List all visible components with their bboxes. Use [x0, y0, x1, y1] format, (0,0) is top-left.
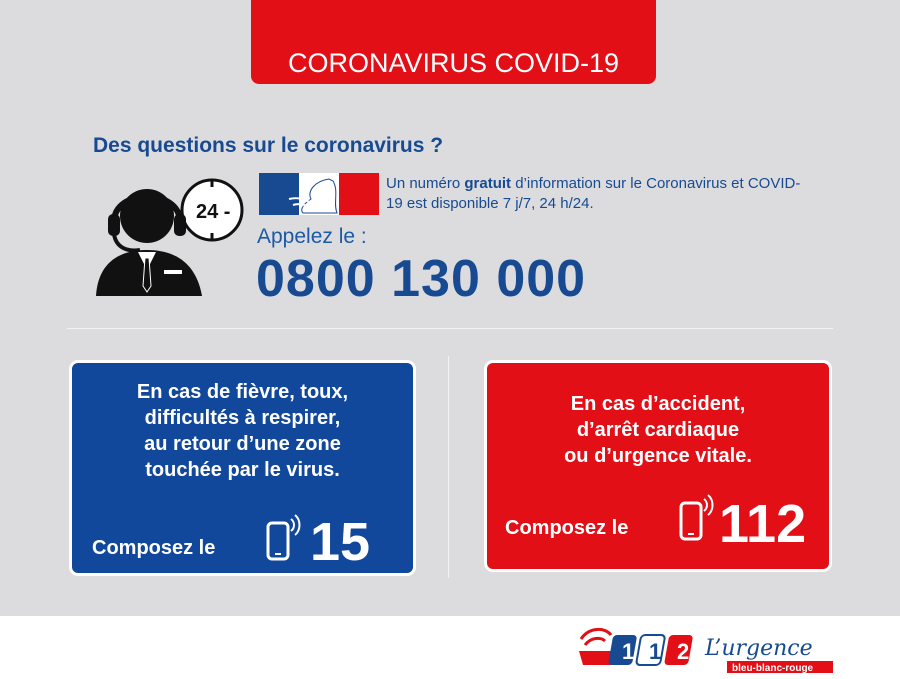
logo-tagline: bleu-blanc-rouge [732, 663, 814, 674]
header-banner [251, 0, 656, 84]
samu-15-card [69, 360, 416, 576]
info-text-part: Un numéro [386, 175, 465, 192]
emergency-112-card [484, 360, 832, 572]
compose-label: Composez le [92, 537, 216, 559]
card-line: ou d’urgence vitale. [564, 445, 752, 467]
compose-label: Composez le [505, 517, 629, 539]
vertical-divider [448, 356, 449, 578]
emergency-number[interactable]: 112 [719, 494, 807, 554]
card-line: d’arrêt cardiaque [576, 419, 740, 441]
clock-badge-text: 24 - [196, 201, 231, 223]
card-line: au retour d’une zone [144, 433, 341, 455]
card-line: touchée par le virus. [145, 459, 340, 481]
info-text [386, 174, 806, 214]
logo-digit: 1 [622, 639, 635, 664]
banner-title: CORONAVIRUS COVID-19 [287, 48, 620, 78]
emergency-card-text [487, 391, 829, 469]
logo-digit: 2 [677, 639, 690, 664]
card-line: En cas d’accident, [570, 393, 746, 415]
call-center-agent-icon [92, 174, 252, 302]
info-text-part: d’information sur le Coronavirus et COVID-19 est disponible 7 j/7, 24 h/24. [386, 175, 801, 212]
samu-number[interactable]: 15 [310, 512, 371, 572]
mobile-phone-icon [677, 493, 717, 545]
info-text-bold: gratuit [464, 175, 512, 192]
horizontal-divider [67, 328, 833, 329]
marianne-flag-logo [259, 173, 379, 215]
urgence-112-logo [577, 625, 837, 675]
question-heading: Des questions sur le coronavirus ? [93, 134, 444, 157]
card-line: En cas de fièvre, toux, [136, 381, 349, 403]
call-label: Appelez le : [257, 225, 367, 248]
logo-script: L’urgence [705, 636, 813, 661]
card-line: difficultés à respirer, [144, 407, 341, 429]
hotline-number[interactable]: 0800 130 000 [256, 250, 587, 308]
samu-card-text [72, 379, 413, 483]
logo-digit: 1 [649, 639, 662, 664]
mobile-phone-icon [264, 513, 304, 565]
